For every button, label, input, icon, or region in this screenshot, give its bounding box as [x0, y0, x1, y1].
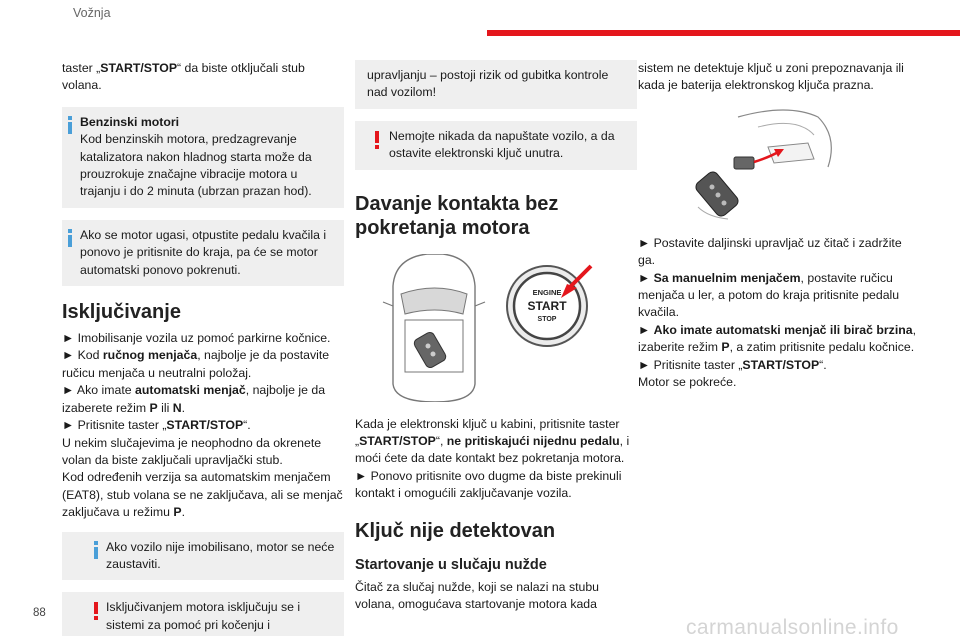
info-icon: [94, 541, 98, 559]
heading-ignition: Davanje kontakta bez pokretanja motora: [355, 192, 559, 239]
column-left: [62, 60, 344, 636]
intro-paragraph: taster „START/STOP“ da biste otključali stub volana.: [62, 61, 305, 93]
column-right: [638, 60, 920, 391]
paragraph-key-in-cabin: Kada je elektronski ključ u kabini, pritisnite taster „START/STOP“, ne pritiskajući nijednu pedalu, i moći ćete da date kontakt bez pokretanja motora.: [355, 416, 630, 466]
step-3: ► Ako imate automatski menjač, najbolje je da izaberete režim P ili N.: [62, 383, 326, 415]
steps-emergency: [638, 235, 920, 392]
warning-continued: upravljanju – postoji rizik od gubitka kontrole nad vozilom!: [355, 60, 637, 109]
step-hold-remote: ► Postavite daljinski upravljač uz čitač i zadržite ga.: [638, 235, 902, 268]
column-middle: [355, 60, 637, 613]
info-icon: [68, 229, 72, 247]
warning-icon: [375, 131, 379, 149]
subheading-emergency-start: Startovanje u slučaju nužde: [355, 556, 547, 573]
paragraph-emergency-reader: Čitač za slučaj nužde, koji se nalazi na stubu volana, omogućava startovanje motora kada: [355, 579, 600, 612]
step-manual-gearbox: ► Sa manuelnim menjačem, postavite ručicu menjača u ler, a potom do kraja pritisnite pedalu kvačila.: [638, 270, 900, 320]
warning-note-key: Nemojte nikada da napuštate vozilo, a da ostavite elektronski ključ unutra.: [355, 121, 637, 170]
warning-icon: [94, 602, 98, 620]
button-label-engine: ENGINE: [532, 287, 562, 297]
paragraph-steering: U nekim slučajevima je neophodno da okrenete volan da biste zaključali upravljački stub.: [62, 435, 322, 467]
illustration-emergency-reader: [638, 107, 920, 225]
step-2: ► Kod ručnog menjača, najbolje je da postavite ručicu menjača u neutralni položaj.: [62, 348, 330, 380]
info-icon: [68, 116, 72, 134]
illustration-car-and-button: [355, 254, 637, 402]
info-note-petrol: Benzinski motori Kod benzinskih motora, predzagrevanje katalizatora nakon hladnog starta može da prouzrokuje značajne vibracije motora u trajanju i do 2 minuta (ubrzan prazan hod).: [62, 107, 344, 208]
button-label-stop: STOP: [537, 315, 557, 323]
step-4: ► Pritisnite taster „START/STOP“.: [62, 418, 251, 433]
paragraph-press-again: ► Ponovo pritisnite ovo dugme da biste prekinuli kontakt i omogućili zaključavanje vozila.: [355, 468, 622, 501]
button-label-start: START: [527, 298, 567, 313]
page-number: 88: [33, 607, 46, 619]
paragraph-eat8: Kod određenih verzija sa automatskim menjačem (EAT8), stub volana se ne zaključava, ali se menjač zaključava u režimu P.: [62, 470, 343, 520]
step-1: ► Imobilisanje vozila uz pomoć parkirne kočnice.: [62, 331, 331, 346]
watermark: carmanualsonline.info: [686, 616, 899, 639]
step-automatic-gearbox: ► Ako imate automatski menjač ili birač brzina, izaberite režim P, a zatim pritisnite pedalu kočnice.: [638, 322, 917, 355]
heading-key-not-detected: Ključ nije detektovan: [355, 519, 556, 542]
info-note-restart: Ako se motor ugasi, otpustite pedalu kvačila i ponovo je pritisnite do kraja, pa će se motor automatski ponovo pokrenuti.: [62, 220, 344, 286]
steering-column-illustration: [638, 107, 920, 225]
paragraph-engine-starts: Motor se pokreće.: [638, 375, 737, 390]
warning-note-braking: Isključivanjem motora isključuju se i sistemi za pomoć pri kočenju i: [62, 592, 344, 636]
paragraph-not-detected: sistem ne detektuje ključ u zoni prepoznavanja ili kada je baterija elektronskog ključa prazna.: [638, 61, 904, 93]
steps-list: [62, 330, 344, 521]
step-press-start: ► Pritisnite taster „START/STOP“.: [638, 357, 827, 372]
heading-isklucivanje: Isključivanje: [62, 301, 181, 324]
section-title: Vožnja: [73, 6, 111, 20]
header-accent-bar: [487, 30, 960, 36]
car-key-illustration: [355, 254, 637, 402]
info-note-immobilised: Ako vozilo nije imobilisano, motor se neće zaustaviti.: [62, 532, 344, 581]
